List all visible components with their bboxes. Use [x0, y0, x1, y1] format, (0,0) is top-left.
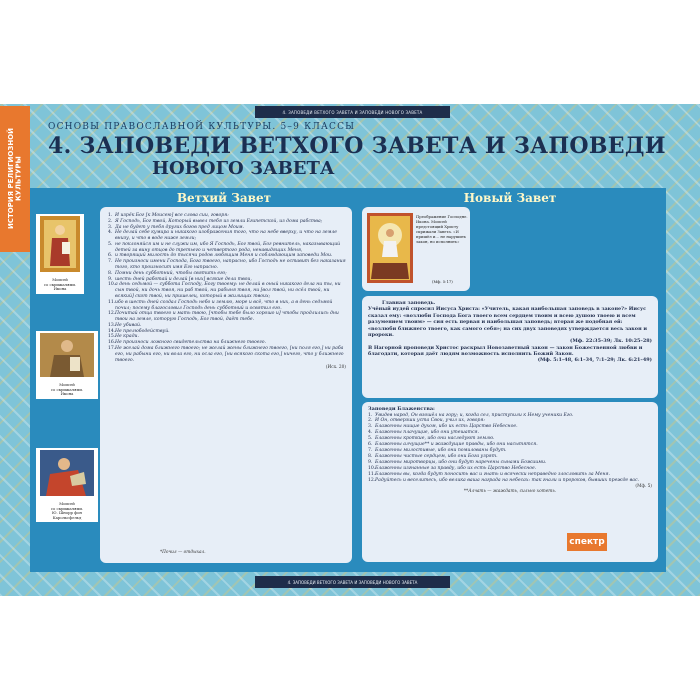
icon-caption: Преображение Господне. Икона. Моисей предстоящий Христу скрижали Завета. «И пришёл и… не нарушить закон, но исполнить»	[416, 214, 468, 244]
item-text: ибо в шесть дней создал Господь небо и землю, море и всё, что в них, а в день седьмой почил; посему благословил Господь день субботний и освятил его.	[115, 299, 333, 311]
item-text: Радуйтесь и веселитесь, ибо велика ваша награда на небесах: так гнали и пророков, бывших прежде вас.	[375, 478, 640, 484]
sermon-text: В Нагорной проповеди Христос раскрыл Новозаветный закон — закон Божественной любви и благодати, которая даёт людям возможность исполнить Божий Закон.	[368, 344, 643, 357]
item-text: Блаженны изгнанные за правду, ибо их есть Царство Небесное.	[375, 466, 537, 472]
item-number: 4.	[368, 430, 373, 436]
beatitudes-footnote: **Алчать — жаждать, сильно хотеть.	[463, 489, 557, 495]
item-number: 10.	[108, 282, 116, 288]
item-number: 13.	[108, 322, 116, 328]
moses-icon	[38, 333, 96, 377]
item-text: шесть дней работай и делай [в них] всякие дела твои,	[115, 276, 252, 282]
transfiguration-icon	[367, 213, 413, 283]
item-text: Почитай отца твоего и мать твою, [чтобы тебе было хорошо и] чтобы продлились дни твои на земле, которую Господь, Бог твой, даёт тебе.	[115, 311, 339, 323]
item-number: 17.	[108, 345, 116, 351]
item-number: 3.	[108, 224, 113, 230]
old-testament-box	[100, 207, 352, 563]
subtitle: ОСНОВЫ ПРАВОСЛАВНОЙ КУЛЬТУРЫ. 5–9 КЛАССЫ	[48, 122, 356, 132]
list-item	[108, 242, 346, 254]
main-commandment-reference: (Мф. 22:35–39; Лк. 10:25–28)	[570, 338, 652, 345]
bottom-strip: 4. ЗАПОВЕДИ ВЕТХОГО ЗАВЕТА И ЗАПОВЕДИ НОВОГО ЗАВЕТА	[255, 576, 450, 588]
moses-icon	[38, 216, 82, 272]
page-title-line2: НОВОГО ЗАВЕТА	[152, 158, 335, 179]
list-item	[108, 300, 346, 312]
beatitudes-list	[368, 413, 652, 485]
item-number: 12.	[108, 311, 116, 317]
beatitudes-reference: (Мф. 5)	[635, 484, 652, 490]
item-number: 12.	[368, 478, 376, 484]
new-testament-heading: Новый Завет	[463, 191, 557, 205]
main-commandment-box	[362, 296, 658, 398]
publisher-logo: спектр	[567, 533, 607, 551]
item-number: 9.	[108, 276, 113, 282]
item-number: 6.	[368, 442, 373, 448]
commandments-list	[108, 213, 346, 363]
item-number: 16.	[108, 340, 116, 346]
item-number: 8.	[108, 270, 113, 276]
item-text: Не желай дома ближнего твоего; не желай жены ближнего твоего, [ни поля его,] ни раба его, ни рабыни его, ни вола его, ни осла его, [ни всякого скота его,] ничего, что у ближнего твоего.	[115, 345, 344, 363]
item-text: Блаженны чистые сердцем, ибо они Бога узрят.	[375, 454, 498, 460]
main-commandment-title: Главная заповедь.	[382, 300, 436, 306]
exodus-reference: (Исх. 20)	[325, 365, 346, 371]
list-item	[368, 478, 652, 484]
item-text: Я Господь, Бог твой, Который вывел тебя из земли Египетской, из дома рабства;	[115, 218, 323, 224]
side-tab: ИСТОРИЯ РЕЛИГИОЗНОЙ КУЛЬТУРЫ	[0, 106, 30, 252]
item-number: 9.	[368, 460, 373, 466]
item-text: Не произноси имени Господа, Бога твоего, напрасно, ибо Господь не оставит без наказания того, кто произносит имя Его напрасно.	[115, 259, 346, 271]
item-text: а день седьмой — суббота Господу, Богу твоему: не делай в оный никакого дела ни ты, ни сын твой, ни дочь твоя, ни раб твой, ни рабыня твоя, ни [вол твой, ни осёл твой, ни всякий] скот твой, ни пришелец, который в жилищах твоих;	[115, 282, 341, 299]
item-text: Не делай себе кумира и никакого изображения того, что на небе вверху, и что на земле внизу, и что в воде ниже земли;	[115, 230, 338, 242]
icon-reference: (Мф. 5:17)	[432, 279, 453, 284]
page-title: 4. ЗАПОВЕДИ ВЕТХОГО ЗАВЕТА И ЗАПОВЕДИ	[48, 133, 666, 159]
item-text: Увидев народ, Он взошёл на гору; и, когда сел, приступили к Нему ученики Его.	[375, 412, 574, 418]
item-text: Блаженны нищие духом, ибо их есть Царство Небесное.	[375, 424, 518, 430]
item-number: 2.	[368, 418, 373, 424]
sermon-reference: (Мф. 5:1–48, 6:1–34, 7:1–29; Лк. 6:21–49)	[537, 357, 652, 364]
item-number: 6.	[108, 253, 113, 259]
item-text: Блаженны кроткие, ибо они наследуют землю.	[375, 436, 495, 442]
item-number: 10.	[368, 466, 376, 472]
item-number: 2.	[108, 218, 113, 224]
item-text: Не убивай.	[115, 322, 142, 328]
item-number: 4.	[108, 230, 113, 236]
item-text: не поклоняйся им и не служи им, ибо Я Господь, Бог твой, Бог ревнитель, наказывающий детей за вину отцов до третьего и четвертого рода, ненавидящих Меня,	[115, 241, 341, 253]
item-number: 11.	[368, 472, 376, 478]
footnote: *Почил — отдыхал.	[160, 550, 206, 555]
item-text: Да не будет у тебя других богов пред лицом Моим.	[115, 224, 245, 230]
item-text: Не кради.	[115, 334, 139, 340]
item-text: Не прелюбодействуй.	[115, 328, 170, 334]
item-number: 15.	[108, 334, 116, 340]
beatitudes-title: Заповеди Блаженства:	[368, 406, 435, 412]
item-number: 1.	[368, 412, 373, 418]
item-text: Блаженны вы, когда будут поносить вас и гнать и всячески неправедно злословить за Меня.	[375, 472, 611, 478]
list-item	[108, 230, 346, 242]
top-strip: 4. ЗАПОВЕДИ ВЕТХОГО ЗАВЕТА И ЗАПОВЕДИ НОВОГО ЗАВЕТА	[255, 106, 450, 118]
item-number: 3.	[368, 424, 373, 430]
item-number: 7.	[108, 259, 113, 265]
transfiguration-box	[362, 207, 470, 291]
item-text: И изрёк Бог [к Моисею] все слова сии, говоря:	[115, 213, 229, 218]
item-text: Блаженны миротворцы, ибо они будут наречены сынами Божиими.	[375, 460, 547, 466]
item-number: 7.	[368, 448, 373, 454]
moses-icon-image-2: Моисей со скрижалями. Икона	[36, 331, 98, 399]
item-text: И Он, отверзши уста Свои, учил их, говоря:	[375, 418, 485, 424]
publisher-info	[609, 533, 661, 563]
old-testament-heading: Ветхий Завет	[176, 191, 272, 205]
item-text: Блаженны милостивые, ибо они помилованы будут.	[375, 448, 507, 454]
list-item	[108, 346, 346, 363]
list-item	[108, 259, 346, 271]
moses-painting-image: Моисей со скрижалями. Ю. Шнорр фон Карольсфельд	[36, 448, 98, 522]
item-number: 1.	[108, 213, 113, 218]
moses-icon-image-1: Моисей со скрижалями. Икона	[36, 214, 84, 294]
moses-painting-icon	[38, 450, 96, 496]
item-text: Не произноси ложного свидетельства на ближнего твоего.	[115, 340, 266, 346]
item-number: 5.	[368, 436, 373, 442]
item-text: Блаженны алчущие** и жаждущие правды, ибо они насытятся.	[375, 442, 538, 448]
item-text: Помни день субботний, чтобы святить его;	[115, 270, 227, 276]
item-number: 14.	[108, 328, 116, 334]
item-text: и творящий милость до тысячи родов любящим Меня и соблюдающим заповеди Мои.	[115, 253, 333, 259]
item-number: 8.	[368, 454, 373, 460]
item-number: 5.	[108, 241, 113, 247]
main-commandment-text: Учёный иудей спросил Иисуса Христа: «Учитель, какая наибольшая заповедь в законе?» Иисус сказал ему: «возлюби Господа Бога твоего всем сердцем твоим и всею душою твоею и всем разумением твоим» — сия есть первая и наибольшая заповедь; вторая же подобная ей: «возлюби ближнего твоего, как самого себя»; на сих двух заповедях утверждается весь закон и пророки.	[368, 306, 647, 338]
list-item	[108, 282, 346, 299]
list-item	[108, 311, 346, 323]
item-number: 11.	[108, 299, 116, 305]
item-text: Блаженны плачущие, ибо они утешатся.	[375, 430, 480, 436]
